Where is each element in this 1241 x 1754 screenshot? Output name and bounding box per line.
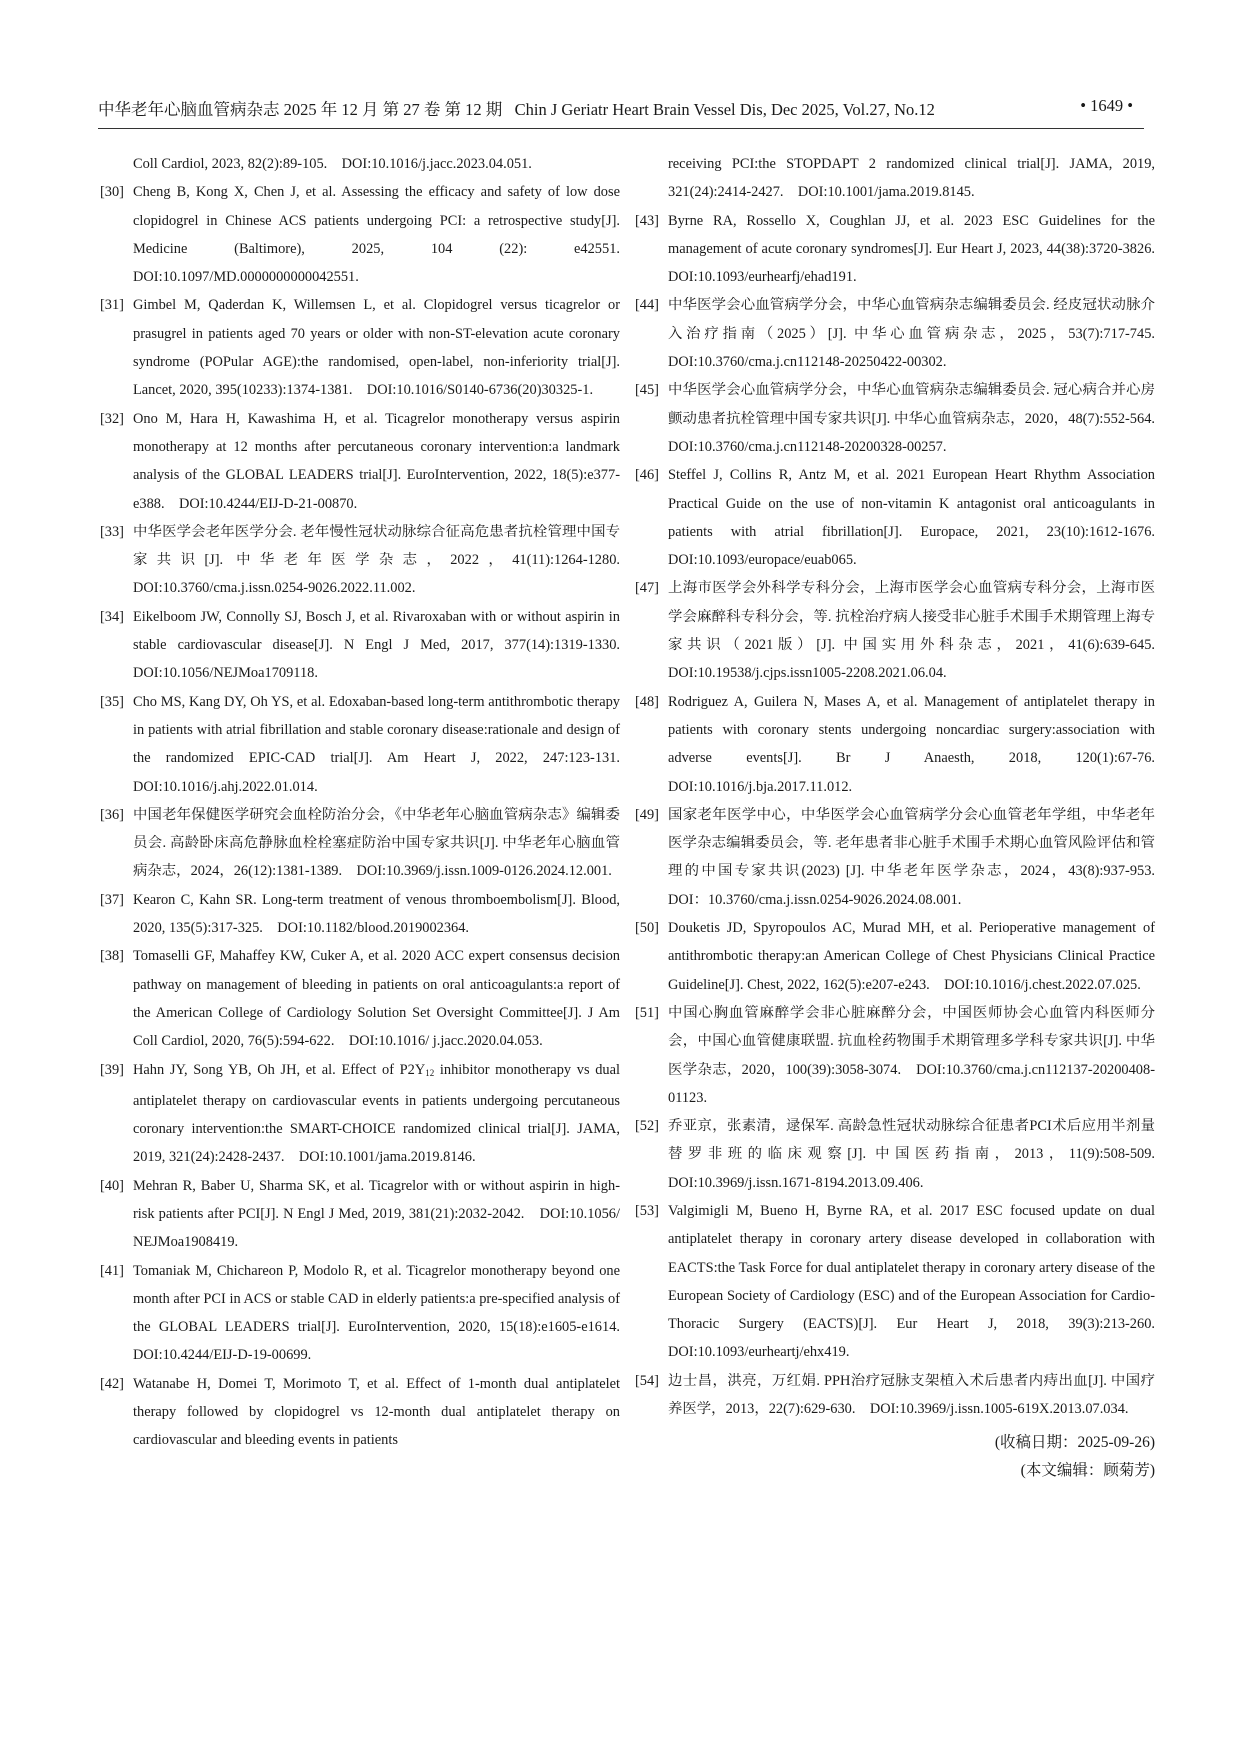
reference-number: [49] [635, 806, 659, 823]
reference-number: [52] [635, 1118, 659, 1135]
reference-text: Gimbel M, Qaderdan K, Willemsen L, et al. Clopidogrel versus ticagrelor or prasugrel in patients aged 70 years or older with non-ST-elevation acute coronary syndrome (POPular AGE):the randomised, open-label, non-inferiority trial[J]. Lancet, 2020, 395(10233):1374-1381. DOI:10.1016/S0140-6736(20)30325-1. [133, 297, 620, 399]
reference-item [100, 603, 635, 688]
reference-item [635, 376, 1170, 461]
right-column [635, 150, 1170, 1485]
journal-citation [98, 96, 935, 120]
reference-number: [35] [100, 693, 124, 710]
reference-number: [40] [100, 1177, 124, 1194]
reference-number: [39] [100, 1061, 124, 1078]
reference-item [635, 1112, 1170, 1197]
reference-text: 中国心胸血管麻醉学会非心脏麻醉分会，中国医师协会心血管内科医师分会，中国心血管健康联盟. 抗血栓药物围手术期管理多学科专家共识[J]. 中华医学杂志，2020，100(39):3058-3074. DOI:10.3760/cma.j.cn112137-20200408-01123. [668, 1004, 1155, 1106]
journal-title-cn: 中华老年心脑血管病杂志 2025 年 12 月 第 27 卷 第 12 期 [98, 100, 503, 119]
reference-number: [43] [635, 212, 659, 229]
reference-item [100, 1370, 620, 1455]
reference-continuation [100, 150, 620, 178]
reference-item [635, 688, 1170, 801]
reference-item [635, 999, 1155, 1112]
reference-number: [53] [635, 1202, 659, 1219]
reference-text: 上海市医学会外科学专科分会，上海市医学会心血管病专科分会，上海市医学会麻醉科专科分会，等. 抗栓治疗病人接受非心脏手术围手术期管理上海专家共识（2021版）[J]. 中国实用外科杂志，2021，41(6):639-645. DOI:10.19538/j.cjps.issn1005-2208.2021.06.04. [668, 580, 1170, 682]
reference-number: [41] [100, 1262, 124, 1279]
reference-item [635, 574, 1170, 687]
reference-number: [50] [635, 920, 659, 937]
reference-text-part: inhibitor monotherapy vs dual antiplatelet therapy on cardiovascular events in patients undergoing percutaneous coronary intervention:the SMART-CHOICE randomized clinical trial[J]. JAMA, 2019, 321(24):2428-2437. DOI:10.1001/jama.2019.8146. [133, 1061, 620, 1166]
reference-item [635, 914, 1155, 999]
reference-item [100, 801, 620, 886]
reference-number: [38] [100, 948, 124, 965]
reference-number: [45] [635, 382, 659, 399]
article-footer [635, 1429, 1155, 1485]
reference-text-part: Hahn JY, Song YB, Oh JH, et al. Effect of P2Y [133, 1061, 426, 1078]
reference-text: Steffel J, Collins R, Antz M, et al. 2021 European Heart Rhythm Association Practical Guide on the use of non-vitamin K antagonist oral anticoagulants in patients with atrial fibrillation[J]. Europace, 2021, 23(10):1612-1676. DOI:10.1093/europace/euab065. [668, 467, 1170, 569]
reference-text: Eikelboom JW, Connolly SJ, Bosch J, et al. Rivaroxaban with or without aspirin in stable cardiovascular disease[J]. N Engl J Med, 2017, 377(14):1319-1330. DOI:10.1056/NEJMoa1709118. [133, 608, 635, 682]
reference-number: [36] [100, 806, 124, 823]
reference-item [635, 1367, 1155, 1424]
reference-text: Rodriguez A, Guilera N, Mases A, et al. Management of antiplatelet therapy in patients with coronary stents undergoing noncardiac surgery:association with adverse events[J]. Br J Anaesth, 2018, 120(1):67-76. DOI:10.1016/j.bja.2017.11.012. [668, 693, 1170, 795]
reference-item [100, 688, 635, 801]
reference-item [100, 1172, 620, 1257]
subscript: 12 [425, 1067, 435, 1078]
reference-text: Cho MS, Kang DY, Oh YS, et al. Edoxaban-based long-term antithrombotic therapy in patients with atrial fibrillation and stable coronary disease:rationale and design of the randomized EPIC-CAD trial[J]. Am Heart J, 2022, 247:123-131. DOI:10.1016/j.ahj.2022.01.014. [133, 693, 635, 795]
reference-text: Tomaniak M, Chichareon P, Modolo R, et al. Ticagrelor monotherapy beyond one month after PCI in ACS or stable CAD in elderly patients:a pre-specified analysis of the GLOBAL LEADERS trial[J]. EuroIntervention, 2020, 15(18):e1605-e1614. DOI:10.4244/EIJ-D-19-00699. [133, 1262, 635, 1364]
reference-text: 中华医学会老年医学分会. 老年慢性冠状动脉综合征高危患者抗栓管理中国专家共识[J]. 中华老年医学杂志，2022，41(11):1264-1280. DOI:10.3760/cma.j.issn.0254-9026.2022.11.002. [133, 523, 635, 597]
reference-number: [31] [100, 297, 124, 314]
left-column [100, 150, 635, 1455]
reference-text: Watanabe H, Domei T, Morimoto T, et al. Effect of 1-month dual antiplatelet therapy followed by clopidogrel vs 12-month dual antiplatelet therapy on cardiovascular and bleeding events in patients [133, 1375, 620, 1449]
reference-number: [54] [635, 1372, 659, 1389]
journal-title-en: Chin J Geriatr Heart Brain Vessel Dis, Dec 2025, Vol.27, No.12 [514, 100, 935, 119]
reference-text: Mehran R, Baber U, Sharma SK, et al. Ticagrelor with or without aspirin in high-risk patients after PCI[J]. N Engl J Med, 2019, 381(21):2032-2042. DOI:10.1056/ NEJMoa1908419. [133, 1177, 620, 1251]
reference-item [100, 178, 635, 291]
reference-text: 边士昌，洪亮，万红娟. PPH治疗冠脉支架植入术后患者内痔出血[J]. 中国疗养医学，2013，22(7):629-630. DOI:10.3969/j.issn.1005-619X.2013.07.034. [668, 1372, 1155, 1418]
reference-text: Douketis JD, Spyropoulos AC, Murad MH, et al. Perioperative management of antithrombotic therapy:an American College of Chest Physicians Clinical Practice Guideline[J]. Chest, 2022, 162(5):e207-e243. DOI:10.1016/j.chest.2022.07.025. [668, 920, 1155, 993]
reference-text: Coll Cardiol, 2023, 82(2):89-105. DOI:10.1016/j.jacc.2023.04.051. [133, 156, 532, 172]
reference-number: [47] [635, 580, 659, 597]
reference-number: [33] [100, 523, 124, 540]
reference-number: [46] [635, 467, 659, 484]
reference-number: [51] [635, 1004, 659, 1021]
reference-continuation [635, 150, 1155, 207]
page-number: • 1649 • [1080, 96, 1133, 115]
reference-item [635, 291, 1170, 376]
reference-item [100, 886, 620, 943]
reference-item [100, 405, 620, 518]
reference-item [100, 942, 620, 1055]
reference-number: [30] [100, 184, 124, 201]
reference-text: 中华医学会心血管病学分会，中华心血管病杂志编辑委员会. 经皮冠状动脉介入治疗指南（2025）[J]. 中华心血管病杂志，2025，53(7):717-745. DOI:10.3760/cma.j.cn112148-20250422-00302. [668, 297, 1170, 371]
running-header [98, 96, 1133, 122]
reference-text: Kearon C, Kahn SR. Long-term treatment of venous thromboembolism[J]. Blood, 2020, 135(5):317-325. DOI:10.1182/blood.2019002364. [133, 891, 620, 937]
reference-text: Cheng B, Kong X, Chen J, et al. Assessing the efficacy and safety of low dose clopidogrel in Chinese ACS patients undergoing PCI: a retrospective study[J]. Medicine (Baltimore), 2025, 104 (22): e42551. DOI:10.1097/MD.0000000000042551. [133, 184, 635, 286]
reference-text: Tomaselli GF, Mahaffey KW, Cuker A, et al. 2020 ACC expert consensus decision pathway on management of bleeding in patients on oral anticoagulants:a report of the American College of Cardiology Solution Set Oversight Committee[J]. J Am Coll Cardiol, 2020, 76(5):594-622. DOI:10.1016/ j.jacc.2020.04.053. [133, 948, 620, 1050]
reference-text: 乔亚京，张素清，逯保军. 高龄急性冠状动脉综合征患者PCI术后应用半剂量替罗非班的临床观察[J]. 中国医药指南，2013，11(9):508-509. DOI:10.3969/j.issn.1671-8194.2013.09.406. [668, 1118, 1170, 1191]
reference-text: receiving PCI:the STOPDAPT 2 randomized clinical trial[J]. JAMA, 2019, 321(24):2414-2427. DOI:10.1001/jama.2019.8145. [668, 156, 1155, 201]
reference-number: [37] [100, 891, 124, 908]
reference-text: Valgimigli M, Bueno H, Byrne RA, et al. 2017 ESC focused update on dual antiplatelet therapy in coronary artery disease developed in collaboration with EACTS:the Task Force for dual antiplatelet therapy in coronary artery disease of the European Society of Cardiology (ESC) and of the European Association for Cardio-Thoracic Surgery (EACTS)[J]. Eur Heart J, 2018, 39(3):213-260. DOI:10.1093/eurheartj/ehx419. [668, 1202, 1170, 1361]
reference-number: [34] [100, 608, 124, 625]
reference-number: [48] [635, 693, 659, 710]
editor-note: (本文编辑：顾菊芳) [1020, 1462, 1155, 1480]
reference-text: 中华医学会心血管病学分会，中华心血管病杂志编辑委员会. 冠心病合并心房颤动患者抗栓管理中国专家共识[J]. 中华心血管病杂志，2020，48(7):552-564. DOI:10.3760/cma.j.cn112148-20200328-00257. [668, 382, 1170, 455]
reference-number: [32] [100, 410, 124, 427]
header-rule [98, 128, 1144, 129]
reference-item [635, 461, 1170, 574]
reference-text: 国家老年医学中心，中华医学会心血管病学分会心血管老年学组，中华老年医学杂志编辑委员会，等. 老年患者非心脏手术围手术期心血管风险评估和管理的中国专家共识(2023) [J]. 中华老年医学杂志，2024，43(8):937-953. DOI：10.3760/cma.j.issn.0254-9026.2024.08.001. [668, 806, 1170, 908]
reference-item [635, 801, 1170, 914]
received-date: (收稿日期：2025-09-26) [994, 1434, 1155, 1452]
reference-item [635, 1197, 1170, 1367]
reference-item [100, 1056, 620, 1172]
reference-text: Byrne RA, Rossello X, Coughlan JJ, et al. 2023 ESC Guidelines for the management of acute coronary syndromes[J]. Eur Heart J, 2023, 44(38):3720-3826. DOI:10.1093/eurhearfj/ehad191. [668, 212, 1170, 286]
reference-number: [42] [100, 1375, 124, 1392]
reference-number: [44] [635, 297, 659, 314]
reference-item [100, 291, 620, 404]
reference-item [100, 518, 635, 603]
reference-item [635, 207, 1170, 292]
reference-text: Ono M, Hara H, Kawashima H, et al. Ticagrelor monotherapy versus aspirin monotherapy at 12 months after percutaneous coronary intervention:a landmark analysis of the GLOBAL LEADERS trial[J]. EuroIntervention, 2022, 18(5):e377-e388. DOI:10.4244/EIJ-D-21-00870. [133, 410, 620, 512]
reference-item [100, 1257, 635, 1370]
reference-text: 中国老年保健医学研究会血栓防治分会，《中华老年心脑血管病杂志》编辑委员会. 高龄卧床高危静脉血栓栓塞症防治中国专家共识[J]. 中华老年心脑血管病杂志，2024，26(12):1381-1389. DOI:10.3969/j.issn.1009-0126.2024.12.001. [133, 806, 620, 880]
